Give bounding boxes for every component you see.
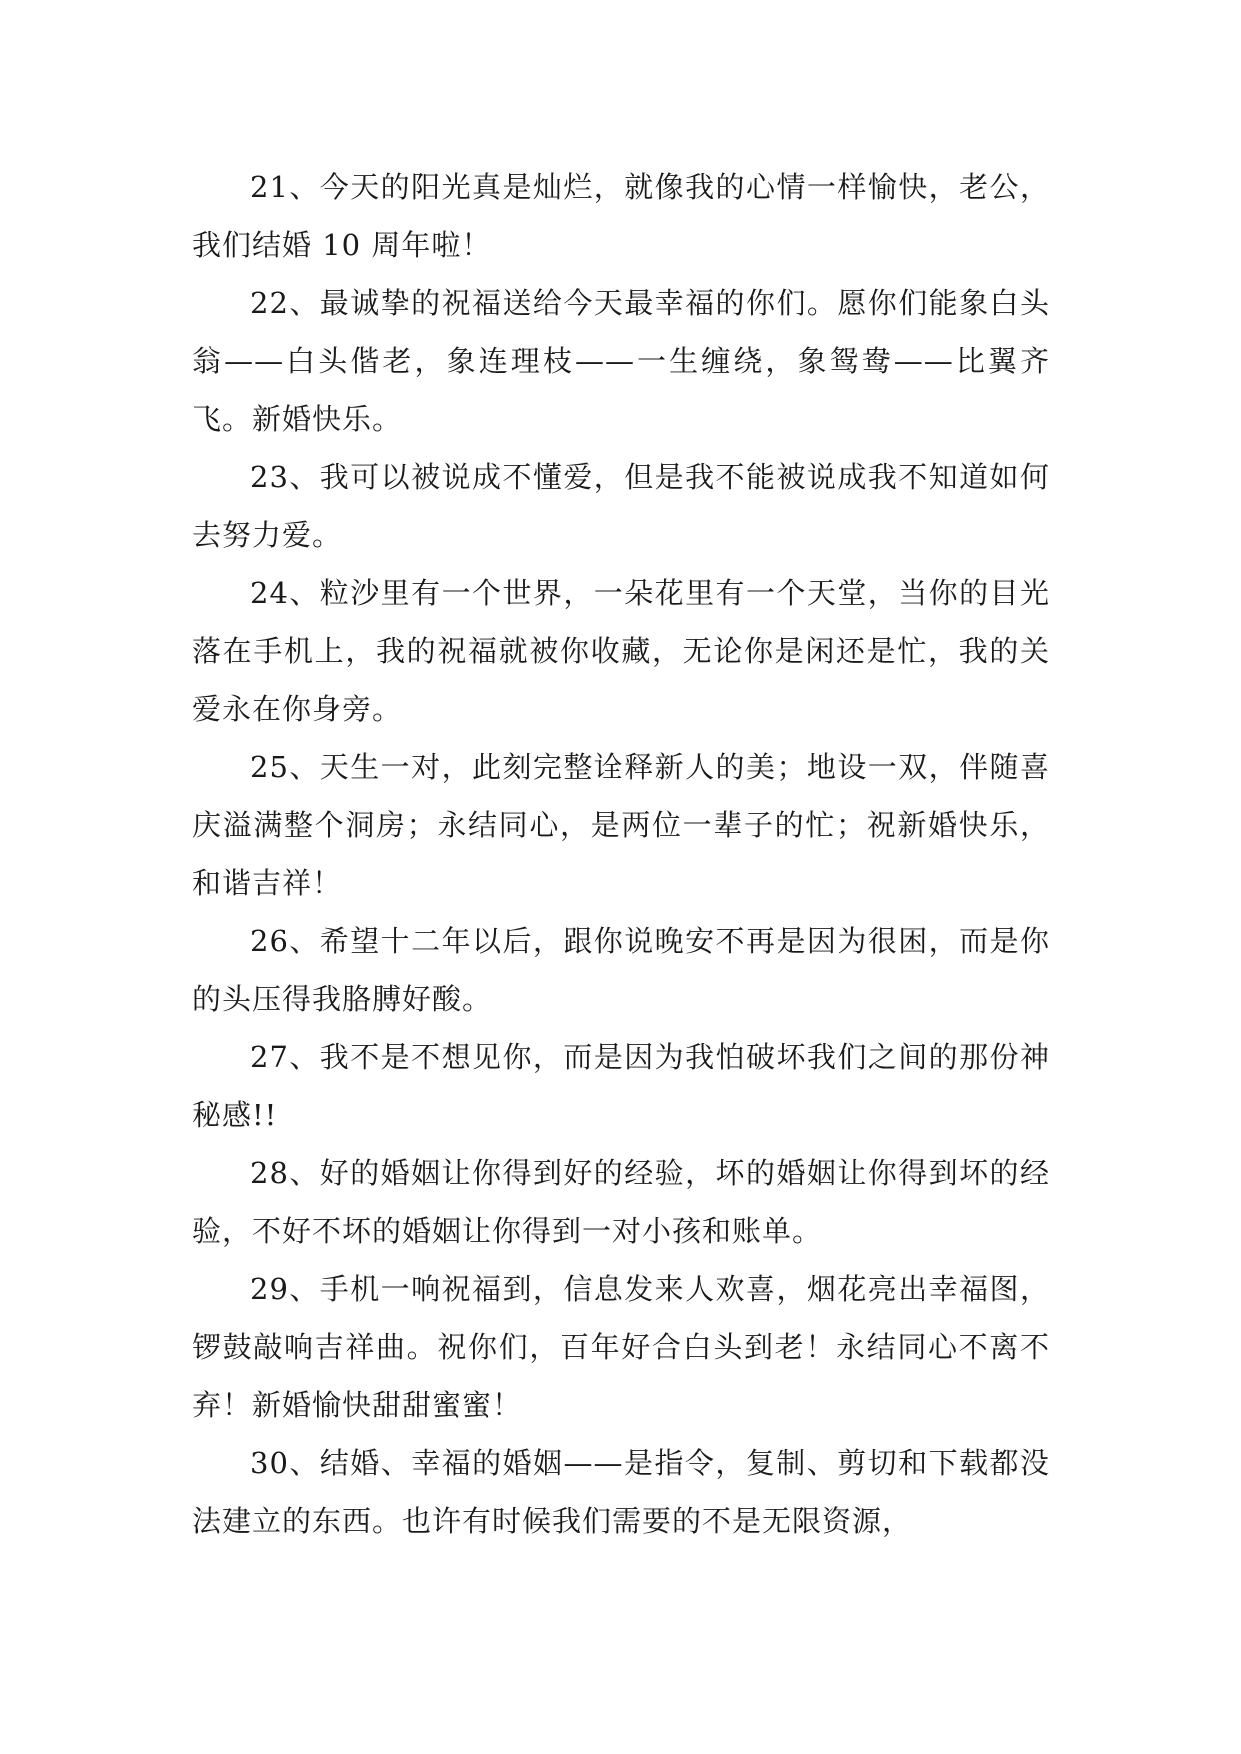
paragraph-21: 21、今天的阳光真是灿烂，就像我的心情一样愉快，老公，我们结婚 10 周年啦！ [192,170,1050,262]
paragraph-23: 23、我可以被说成不懂爱，但是我不能被说成我不知道如何去努力爱。 [192,460,1050,552]
document-body [192,158,1050,1550]
paragraph-30: 30、结婚、幸福的婚姻——是指令，复制、剪切和下载都没法建立的东西。也许有时候我们需要的不是无限资源， [192,1446,1050,1538]
paragraph-28: 28、好的婚姻让你得到好的经验，坏的婚姻让你得到坏的经验，不好不坏的婚姻让你得到一对小孩和账单。 [192,1156,1050,1248]
paragraph-29: 29、手机一响祝福到，信息发来人欢喜，烟花亮出幸福图，锣鼓敲响吉祥曲。祝你们，百年好合白头到老！永结同心不离不弃！新婚愉快甜甜蜜蜜！ [192,1272,1050,1422]
paragraph-24: 24、粒沙里有一个世界，一朵花里有一个天堂，当你的目光落在手机上，我的祝福就被你收藏，无论你是闲还是忙，我的关爱永在你身旁。 [192,576,1050,726]
paragraph-27: 27、我不是不想见你，而是因为我怕破坏我们之间的那份神秘感!! [192,1040,1050,1132]
paragraph-22: 22、最诚挚的祝福送给今天最幸福的你们。愿你们能象白头翁——白头偕老，象连理枝——一生缠绕，象鸳鸯——比翼齐飞。新婚快乐。 [192,286,1050,436]
paragraph-26: 26、希望十二年以后，跟你说晚安不再是因为很困，而是你的头压得我胳膊好酸。 [192,924,1050,1016]
paragraph-25: 25、天生一对，此刻完整诠释新人的美；地设一双，伴随喜庆溢满整个洞房；永结同心，是两位一辈子的忙；祝新婚快乐，和谐吉祥！ [192,750,1050,900]
